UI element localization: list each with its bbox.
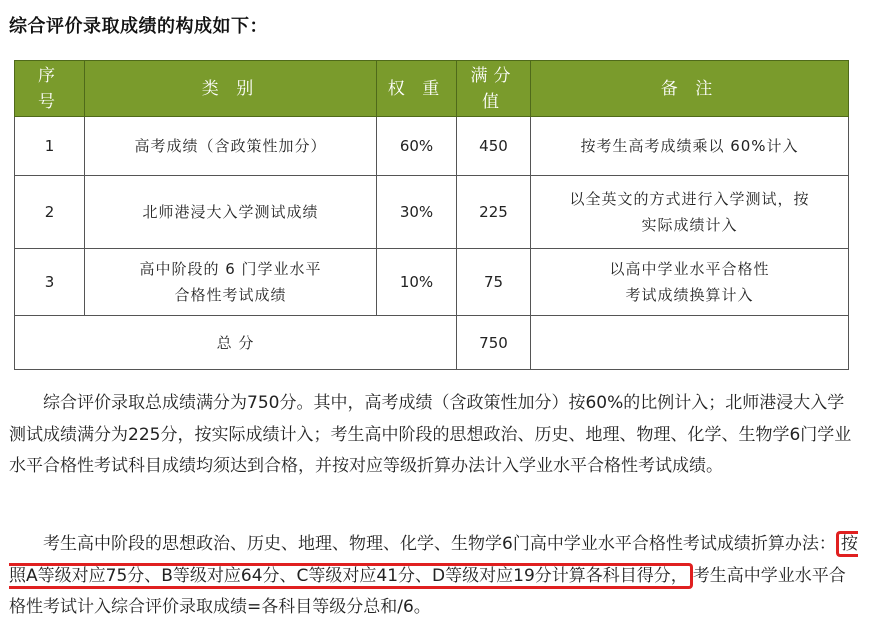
row-note <box>531 176 849 249</box>
note-line: 实际成绩计入 <box>641 216 738 234</box>
note-line: 按考生高考成绩乘以 60%计入 <box>580 137 799 155</box>
note-line: 以全英文的方式进行入学测试，按 <box>569 190 810 208</box>
table-row <box>15 117 849 176</box>
paragraph-total-score <box>9 388 859 483</box>
row-full-score: 450 <box>457 117 531 176</box>
score-composition-table <box>14 60 849 370</box>
row-note <box>531 249 849 316</box>
row-index: 2 <box>15 176 85 249</box>
total-note-empty <box>531 316 849 370</box>
row-index: 3 <box>15 249 85 316</box>
table-header-row <box>15 61 849 117</box>
header-full-score: 满分值 <box>457 61 531 117</box>
section-heading: 综合评价录取成绩的构成如下： <box>9 16 268 37</box>
paragraph-text-after: 考生高中学业水平合格性考试计入综合评价录取成绩=各科目等级分总和/6。 <box>9 565 846 617</box>
row-note <box>531 117 849 176</box>
table-row <box>15 176 849 249</box>
highlighted-grade-conversion: 按照A等级对应75分、B等级对应64分、C等级对应41分、D等级对应19分计算各科目得分， <box>9 531 858 589</box>
header-note: 备 注 <box>531 61 849 117</box>
row-full-score: 225 <box>457 176 531 249</box>
row-category <box>85 176 377 249</box>
paragraph-conversion-method <box>9 529 859 624</box>
row-index: 1 <box>15 117 85 176</box>
note-line: 考试成绩换算计入 <box>625 286 754 304</box>
row-weight: 30% <box>377 176 457 249</box>
total-full-score: 750 <box>457 316 531 370</box>
row-category <box>85 249 377 316</box>
table-row <box>15 249 849 316</box>
category-line: 高中阶段的 6 门学业水平 <box>139 260 322 278</box>
row-weight: 10% <box>377 249 457 316</box>
table-total-row <box>15 316 849 370</box>
header-weight: 权 重 <box>377 61 457 117</box>
row-full-score: 75 <box>457 249 531 316</box>
header-index: 序 号 <box>15 61 85 117</box>
paragraph-text-before: 考生高中阶段的思想政治、历史、地理、物理、化学、生物学6门高中学业水平合格性考试成绩折算办法： <box>43 534 836 554</box>
note-line: 以高中学业水平合格性 <box>609 260 770 278</box>
row-weight: 60% <box>377 117 457 176</box>
paragraph-text: 综合评价录取总成绩满分为750分。其中，高考成绩（含政策性加分）按60%的比例计入；北师港浸大入学测试成绩满分为225分，按实际成绩计入；考生高中阶段的思想政治、历史、地理、物理、化学、生物学6门学业水平合格性考试科目成绩均须达到合格，并按对应等级折算办法计入学业水平合格性考试成绩。 <box>9 393 852 476</box>
category-line: 合格性考试成绩 <box>174 286 287 304</box>
category-line: 高考成绩（含政策性加分） <box>134 137 327 155</box>
category-line: 北师港浸大入学测试成绩 <box>142 203 319 221</box>
total-label: 总 分 <box>15 316 457 370</box>
row-category <box>85 117 377 176</box>
header-category: 类 别 <box>85 61 377 117</box>
